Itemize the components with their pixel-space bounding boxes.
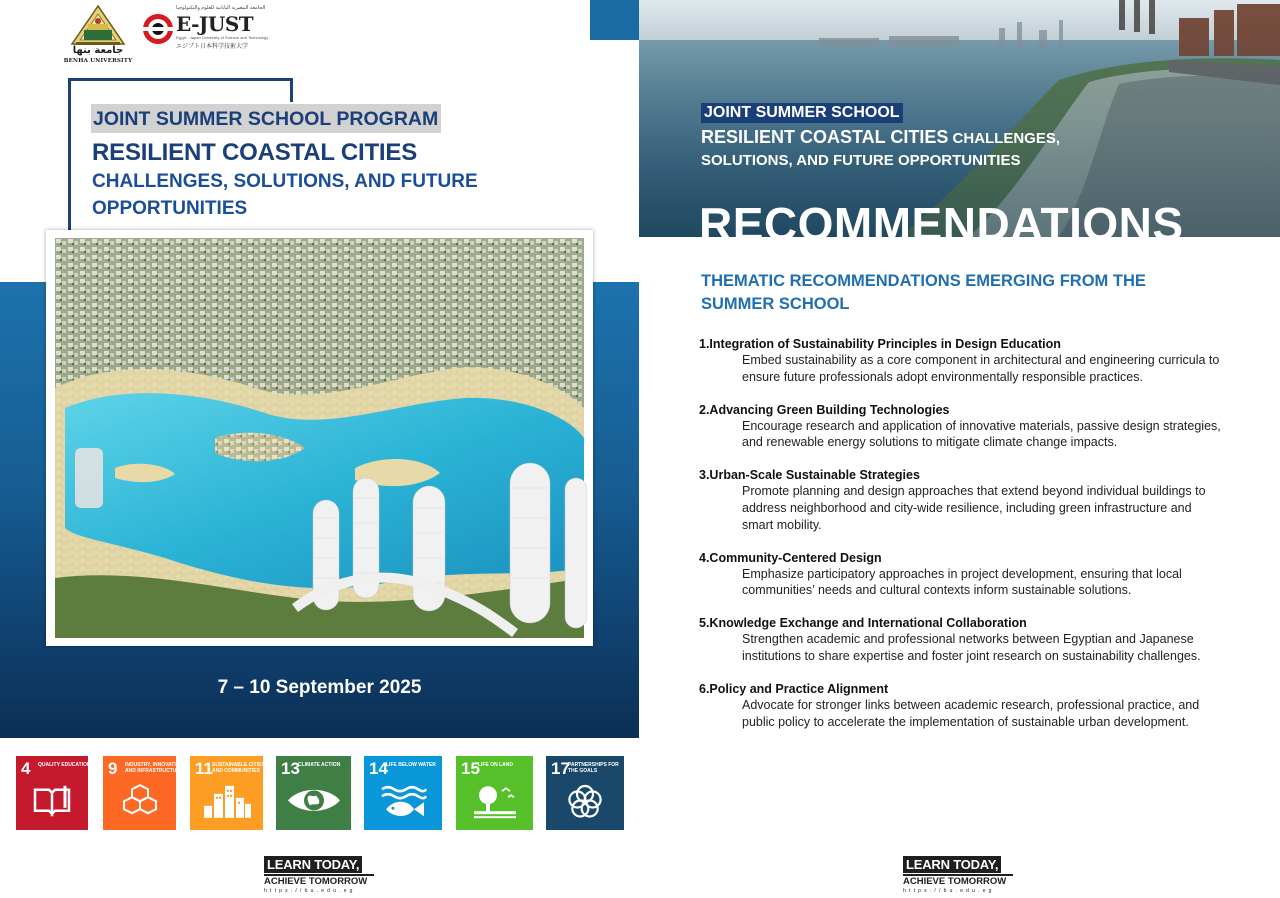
ejust-japanese-line: エジプト日本科学技術大学	[176, 44, 249, 50]
coastal-city-rendering-image	[55, 238, 584, 638]
ejust-logo-icon	[141, 10, 175, 48]
thematic-heading: THEMATIC RECOMMENDATIONS EMERGING FROM THE SUMMER SCHOOL	[701, 272, 1146, 313]
subtitle-line-1: CHALLENGES, SOLUTIONS, AND FUTURE	[92, 171, 478, 192]
slogan-line-1: LEARN TODAY,	[264, 856, 362, 873]
ejust-arabic-line: الجامعة المصرية اليابانية للعلوم والتكنولوجيا	[176, 5, 266, 11]
list-item	[699, 467, 1259, 533]
slogan	[903, 856, 1013, 894]
recommendation-body: Promote planning and design approaches that extend beyond individual buildings to address neighborhood and city-wide resilience, including green infrastructure and smart mobility.	[742, 484, 1206, 532]
recommendation-title: 3.Urban-Scale Sustainable Strategies	[699, 468, 920, 483]
left-page	[0, 0, 639, 898]
slogan-line-2: ACHIEVE TOMORROW	[264, 874, 374, 887]
book-pencil-icon	[32, 784, 72, 818]
sdg-tile	[456, 756, 533, 830]
sdg-number: 4	[21, 759, 31, 778]
list-item	[699, 336, 1259, 386]
event-date: 7 – 10 September 2025	[217, 677, 422, 698]
title-frame-edge	[290, 78, 293, 102]
sdg-label: CLIMATE ACTION	[298, 762, 341, 768]
recommendation-title: 4.Community-Centered Design	[699, 550, 882, 565]
benha-arabic-name: جامعة بنها	[72, 45, 124, 56]
list-item	[699, 550, 1259, 600]
recommendation-body: Embed sustainability as a core component in architectural and engineering curricula to ensure future professionals adopt environmentally responsible practices.	[742, 353, 1220, 384]
recommendation-body: Encourage research and application of innovative materials, passive design strategies, and renewable energy solutions to mitigate climate change impacts.	[742, 418, 1221, 450]
recommendation-title: 2.Advancing Green Building Technologies	[699, 402, 950, 417]
title-rest: CHALLENGES,	[948, 130, 1061, 147]
sdg-label: SUSTAINABLE CITIES AND COMMUNITIES	[212, 762, 265, 774]
recommendations-list	[699, 336, 1259, 746]
recommendation-body: Advocate for stronger links between academic research, professional practice, and public policy to accelerate the implementation of sustainable urban development.	[742, 697, 1200, 729]
globe-eye-icon	[286, 785, 342, 817]
sdg-tile	[16, 756, 91, 830]
recommendation-title: 1.Integration of Sustainability Principles in Design Education	[699, 337, 1061, 351]
recommendations-heading: RECOMMENDATIONS	[699, 198, 1184, 250]
waterfront-hero-image	[639, 0, 1280, 250]
sdg-label: QUALITY EDUCATION	[38, 762, 91, 768]
top-accent-bar	[590, 0, 639, 40]
title-main: RESILIENT COASTAL CITIES	[701, 127, 949, 147]
slogan-line-1: LEARN TODAY,	[903, 856, 1001, 873]
ejust-name: E-JUST	[176, 12, 254, 36]
slogan-url[interactable]: https://bu.edu.eg	[903, 888, 995, 894]
list-item	[699, 615, 1259, 665]
sdg-label: LIFE ON LAND	[478, 762, 513, 768]
sdg-label: PARTNERSHIPS FOR THE GOALS	[568, 762, 619, 774]
sdg-label: LIFE BELOW WATER	[386, 762, 436, 768]
ejust-english-line: Egypt - Japan University of Science and Technology	[176, 35, 269, 40]
sdg-number: 14	[369, 759, 388, 778]
recommendation-title: 5.Knowledge Exchange and International Collaboration	[699, 616, 1027, 631]
sdg-number: 17	[551, 759, 570, 778]
tree-birds-icon	[470, 784, 520, 820]
recommendation-body: Strengthen academic and professional networks between Egyptian and Japanese institutions to share expertise and foster joint research on sustainability challenges.	[742, 632, 1201, 663]
sdg-number: 9	[108, 759, 118, 778]
sdg-tile	[546, 756, 624, 830]
recommendation-title: 6.Policy and Practice Alignment	[699, 681, 889, 696]
list-item	[699, 402, 1259, 452]
slogan-url[interactable]: https://bu.edu.eg	[264, 888, 356, 894]
list-item	[699, 681, 1259, 731]
benha-english-name: BENHA UNIVERSITY	[63, 58, 133, 64]
sdg-number: 11	[195, 759, 213, 778]
cubes-icon	[120, 784, 160, 820]
program-label: JOINT SUMMER SCHOOL PROGRAM	[91, 104, 441, 133]
right-page	[639, 0, 1280, 898]
school-label: JOINT SUMMER SCHOOL	[701, 103, 903, 123]
sdg-number: 15	[461, 759, 480, 778]
slogan	[264, 856, 374, 894]
page-title	[701, 127, 1060, 148]
fish-icon	[378, 784, 428, 820]
buildings-icon	[202, 784, 252, 818]
sdg-tile	[364, 756, 442, 830]
sdg-label: INDUSTRY, INNOVATION AND INFRASTRUCTURE	[125, 762, 184, 774]
page-title: RESILIENT COASTAL CITIES	[92, 139, 418, 166]
sdg-tile	[190, 756, 263, 830]
slogan-line-2: ACHIEVE TOMORROW	[903, 874, 1013, 887]
recommendation-body: Emphasize participatory approaches in project development, ensuring that local communities’ needs and cultural contexts inform sustainable solutions.	[742, 566, 1182, 598]
flower-rings-icon	[565, 782, 605, 822]
sdg-number: 13	[281, 759, 300, 778]
subtitle-line-2: OPPORTUNITIES	[92, 198, 248, 219]
sdg-tile	[103, 756, 184, 830]
coastal-city-rendering-frame	[46, 230, 593, 646]
subtitle: SOLUTIONS, AND FUTURE OPPORTUNITIES	[701, 152, 1021, 169]
sdg-tile	[276, 756, 351, 830]
